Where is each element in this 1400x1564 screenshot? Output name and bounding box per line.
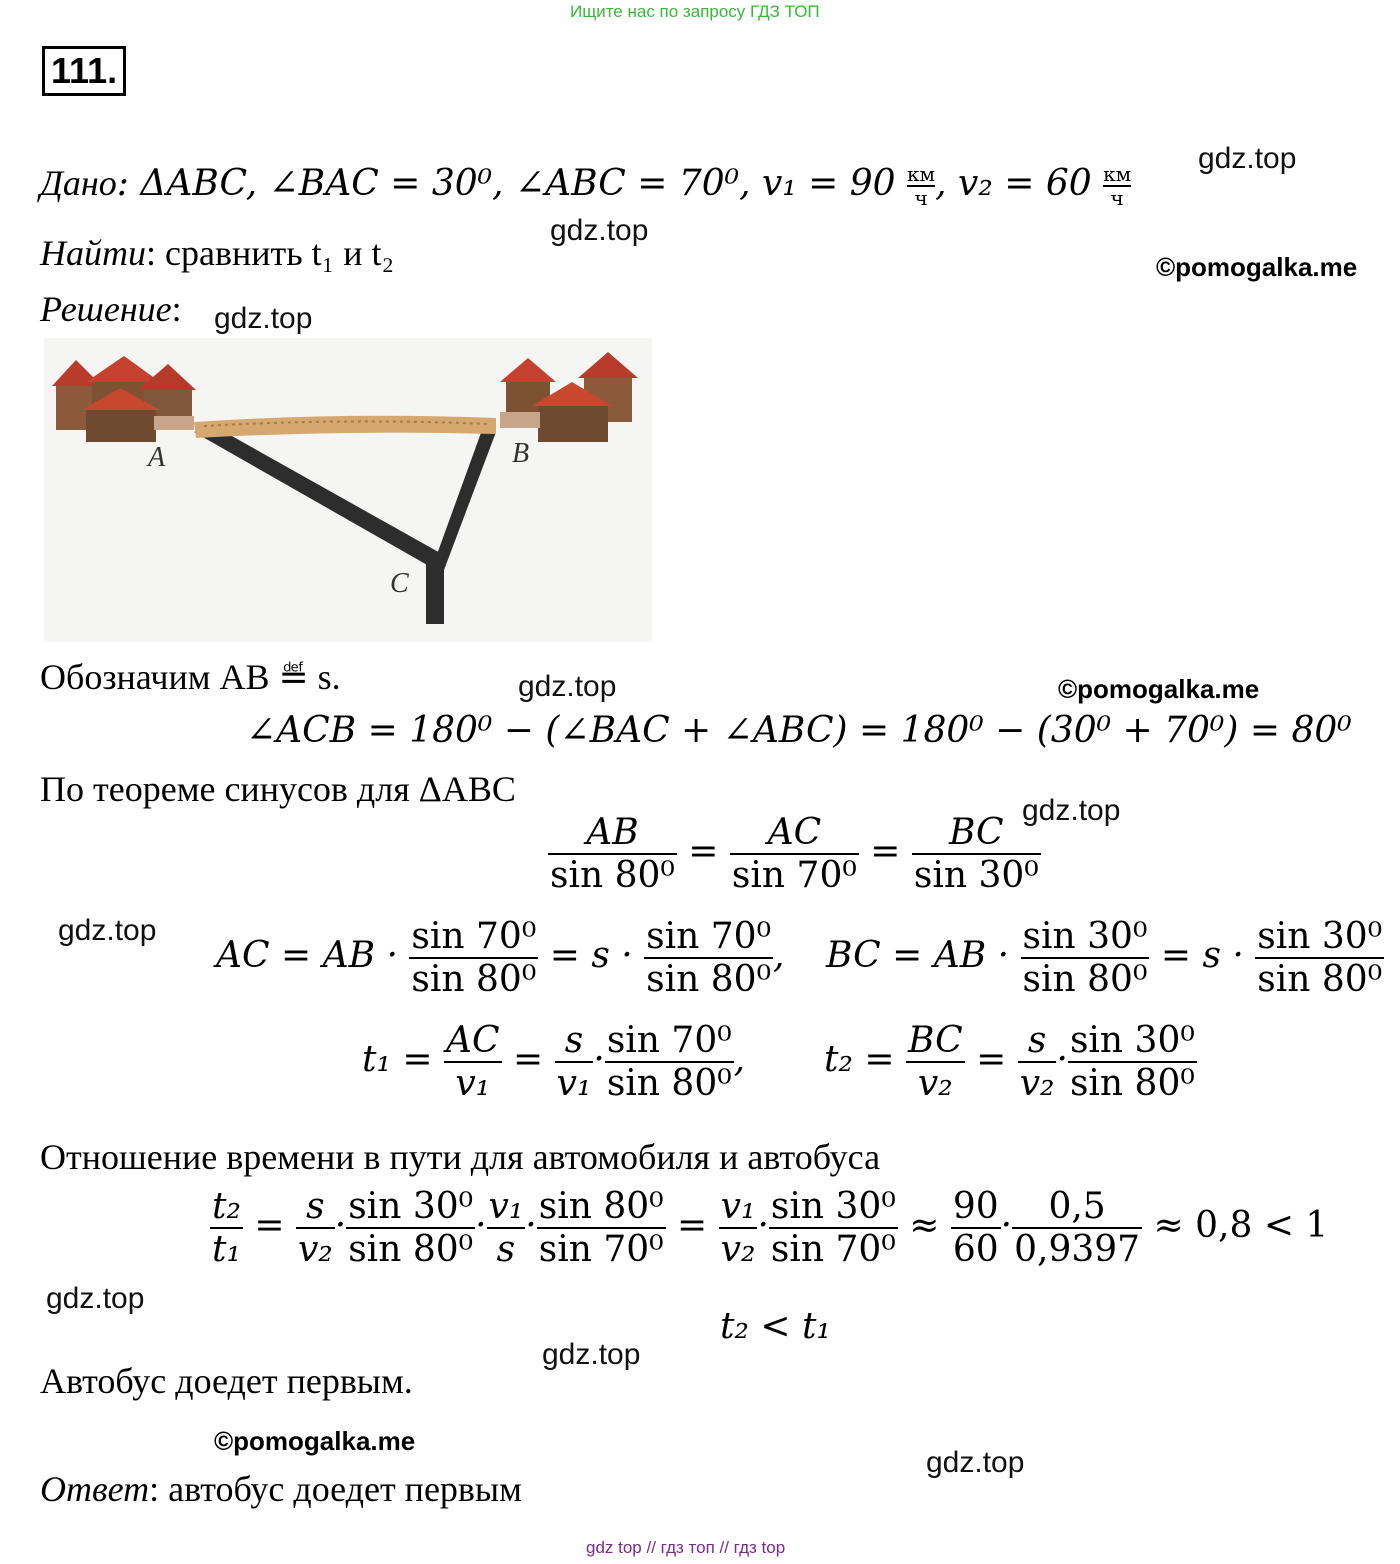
ratio-line: Отношение времени в пути для автомобиля и автобуса xyxy=(40,1137,881,1177)
given-v2: , v₂ = 60 xyxy=(935,163,1092,204)
den-s: s xyxy=(496,1229,516,1270)
den-v1: v₁ xyxy=(556,1063,592,1104)
top-note: Ищите нас по запросу ГДЗ ТОП xyxy=(570,2,820,21)
unit-den-2: ч xyxy=(1110,186,1124,210)
den-sin80: sin 80⁰ xyxy=(606,1063,732,1104)
den-60: 60 xyxy=(952,1229,999,1270)
num-bc: BC xyxy=(907,1020,963,1061)
num-ac: AC xyxy=(730,812,859,855)
answer-line xyxy=(40,1468,522,1510)
den-sin70: sin 70⁰ xyxy=(731,855,857,896)
den-v2: v₂ xyxy=(297,1229,333,1270)
frac-sin70-sin80-a xyxy=(409,916,538,1000)
point-b-label: B xyxy=(512,438,530,469)
den-09397: 0,9397 xyxy=(1014,1229,1141,1270)
frac-90-60 xyxy=(951,1186,1001,1270)
ac-lhs: AC xyxy=(216,935,270,976)
unit-num-1: км xyxy=(907,162,936,186)
num-bc: BC xyxy=(912,812,1041,855)
num-90: 90 xyxy=(952,1186,999,1227)
num-sin30: sin 30⁰ xyxy=(770,1186,896,1227)
frac-sin70-sin80-b xyxy=(644,916,773,1000)
den-v2: v₂ xyxy=(720,1229,756,1270)
watermark-gdz: gdz.top xyxy=(542,1338,641,1371)
frac-bc-v2 xyxy=(906,1020,965,1104)
frac-sin30-sin80-a xyxy=(1021,916,1150,1000)
frac-sin70-sin80-t1 xyxy=(605,1020,734,1104)
frac-ab-sin80 xyxy=(548,812,677,896)
bc-lhs: BC xyxy=(826,935,881,976)
watermark-pomogalka: ©pomogalka.me xyxy=(1156,252,1358,282)
bc-equation: BC = AB · $\frac{\text{sin 30⁰}}{\text{sin 80⁰}}$ = s · $\frac{\text{sin 30⁰}}{\text{sin 80⁰}}$ xyxy=(826,916,1383,1000)
find-text: : сравнить t₁ и t₂ xyxy=(146,233,395,273)
ratio-equation: $\frac{\text{t₂}}{\text{t₁}}$ = $\frac{s}{\text{v₂}}$ · $\frac{\text{sin 30⁰}}{\text{sin 80⁰}}$ · $\frac{\text{v₁}}{s}$ · $\frac{\text{sin 80⁰}}{\text{sin 70⁰}}$ = $\frac{\text{v₁}}{\text{v₂}}$ · $\frac{\text{sin 30⁰}}{\text{sin 70⁰}}$ ≈ $\frac{90}{60}$ · $\frac{0,5}{0,9397}$ ≈ 0,8 < 1 xyxy=(212,1186,1329,1270)
frac-v1-s xyxy=(487,1186,526,1270)
t1-equation: t₁ = $\frac{AC}{\text{v₁}}$ = $\frac{s}{\text{v₁}}$ · $\frac{\text{sin 70⁰}}{\text{sin 80⁰}}$ , xyxy=(362,1020,746,1104)
watermark-gdz: gdz.top xyxy=(1198,142,1297,175)
angle-line: ∠ACB = 180⁰ − (∠BAC + ∠ABC) = 180⁰ − (30⁰ + 70⁰) = 80⁰ xyxy=(246,710,1352,751)
solution-label: Решение xyxy=(40,289,172,329)
bottom-note: gdz top // гдз топ // гдз top xyxy=(586,1538,786,1557)
frac-sin80-sin70 xyxy=(537,1186,666,1270)
frac-sin30-sin80-b xyxy=(1255,916,1384,1000)
given-text: : ΔABC, ∠BAC = 30⁰, ∠ABC = 70⁰, v₁ = 90 xyxy=(116,163,896,204)
frac-ac-sin70 xyxy=(730,812,859,896)
watermark-pomogalka: ©pomogalka.me xyxy=(1058,674,1260,704)
den-v2: v₂ xyxy=(917,1063,953,1104)
find-line xyxy=(40,232,394,274)
num-sin30: sin 30⁰ xyxy=(1257,916,1383,957)
den-sin80: sin 80⁰ xyxy=(1022,959,1148,1000)
den-sin30: sin 30⁰ xyxy=(913,855,1039,896)
frac-s-v2 xyxy=(1018,1020,1057,1104)
num-sin80: sin 80⁰ xyxy=(538,1186,664,1227)
ab-term: AB xyxy=(322,935,376,976)
road-figure xyxy=(44,338,652,642)
problem-number: 111. xyxy=(42,46,126,96)
watermark-gdz: gdz.top xyxy=(518,670,617,703)
num-sin70: sin 70⁰ xyxy=(411,916,537,957)
frac-ac-v1 xyxy=(444,1020,502,1104)
t2-equation: t₂ = $\frac{BC}{\text{v₂}}$ = $\frac{s}{\text{v₂}}$ · $\frac{\text{sin 30⁰}}{\text{sin 80⁰}}$ xyxy=(824,1020,1195,1104)
den-sin80: sin 80⁰ xyxy=(1257,959,1383,1000)
find-label: Найти xyxy=(40,233,146,273)
t2-lhs: t₂ xyxy=(824,1039,853,1080)
sine-ratio-equation: $\frac{AB}{\text{sin 80⁰}}$ = $\frac{AC}{\text{sin 70⁰}}$ = $\frac{BC}{\text{sin 30⁰}}$ xyxy=(550,812,1039,896)
unit-num-2: км xyxy=(1103,162,1132,186)
den-v2: v₂ xyxy=(1019,1063,1055,1104)
t1-lhs: t₁ xyxy=(362,1039,391,1080)
den-sin70: sin 70⁰ xyxy=(770,1229,896,1270)
answer-label: Ответ xyxy=(40,1469,150,1509)
den-sin80: sin 80⁰ xyxy=(1069,1063,1195,1104)
frac-sin30-sin80-t2 xyxy=(1068,1020,1197,1104)
frac-sin30-sin70 xyxy=(769,1186,898,1270)
den-sin80: sin 80⁰ xyxy=(348,1229,474,1270)
point-c-label: C xyxy=(390,568,409,599)
ac-equation: AC = AB · $\frac{\text{sin 70⁰}}{\text{sin 80⁰}}$ = s · $\frac{\text{sin 70⁰}}{\text{sin 80⁰}}$ , xyxy=(216,916,785,1000)
watermark-gdz: gdz.top xyxy=(1022,794,1121,827)
den-sin70: sin 70⁰ xyxy=(538,1229,664,1270)
watermark-gdz: gdz.top xyxy=(550,214,649,247)
given-label: Дано xyxy=(40,163,117,203)
unit-den-1: ч xyxy=(914,186,928,210)
conclusion-inequality: t₂ < t₁ xyxy=(720,1306,831,1347)
frac-05-09397 xyxy=(1012,1186,1142,1270)
frac-s-v2-r xyxy=(296,1186,335,1270)
watermark-gdz: gdz.top xyxy=(214,302,313,335)
watermark-gdz: gdz.top xyxy=(46,1282,145,1315)
num-sin70: sin 70⁰ xyxy=(606,1020,732,1061)
num-t2: t₂ xyxy=(212,1186,241,1227)
s-term: s xyxy=(1202,935,1221,976)
answer-text: : автобус доедет первым xyxy=(149,1469,522,1509)
num-ac: AC xyxy=(445,1020,500,1061)
den-t1: t₁ xyxy=(212,1229,241,1270)
num-s: s xyxy=(555,1020,594,1063)
frac-v1-v2 xyxy=(719,1186,758,1270)
den-v1: v₁ xyxy=(455,1063,491,1104)
num-ab: AB xyxy=(548,812,677,855)
num-v1: v₁ xyxy=(488,1186,524,1227)
watermark-pomogalka: ©pomogalka.me xyxy=(214,1426,416,1456)
num-sin70: sin 70⁰ xyxy=(646,916,772,957)
bus-line: Автобус доедет первым. xyxy=(40,1361,413,1401)
sine-theorem-line: По теореме синусов для ΔABC xyxy=(40,769,516,809)
den-sin80: sin 80⁰ xyxy=(411,959,537,1000)
ratio-result: ≈ 0,8 < 1 xyxy=(1153,1205,1329,1246)
ab-term: AB xyxy=(933,935,987,976)
den-sin80: sin 80⁰ xyxy=(646,959,772,1000)
point-a-label: A xyxy=(148,442,166,473)
denote-line: Обозначим AB ≝ s. xyxy=(40,657,341,697)
num-05: 0,5 xyxy=(1012,1186,1142,1229)
watermark-gdz: gdz.top xyxy=(58,914,157,947)
solution-colon: : xyxy=(171,289,182,329)
num-sin30: sin 30⁰ xyxy=(1069,1020,1195,1061)
num-sin30: sin 30⁰ xyxy=(348,1186,474,1227)
num-sin30: sin 30⁰ xyxy=(1022,916,1148,957)
frac-sin30-sin80-r xyxy=(346,1186,475,1270)
num-s: s xyxy=(1018,1020,1057,1063)
unit-fraction-2 xyxy=(1103,163,1131,209)
frac-t2-t1 xyxy=(210,1186,243,1270)
num-s: s xyxy=(296,1186,335,1229)
den-sin80: sin 80⁰ xyxy=(550,855,675,896)
unit-fraction-1 xyxy=(907,163,935,209)
given-line xyxy=(40,162,1131,209)
frac-s-v1 xyxy=(555,1020,594,1104)
num-v1: v₁ xyxy=(720,1186,756,1227)
s-term: s xyxy=(591,935,610,976)
watermark-gdz: gdz.top xyxy=(926,1446,1025,1479)
solution-line xyxy=(40,288,182,330)
